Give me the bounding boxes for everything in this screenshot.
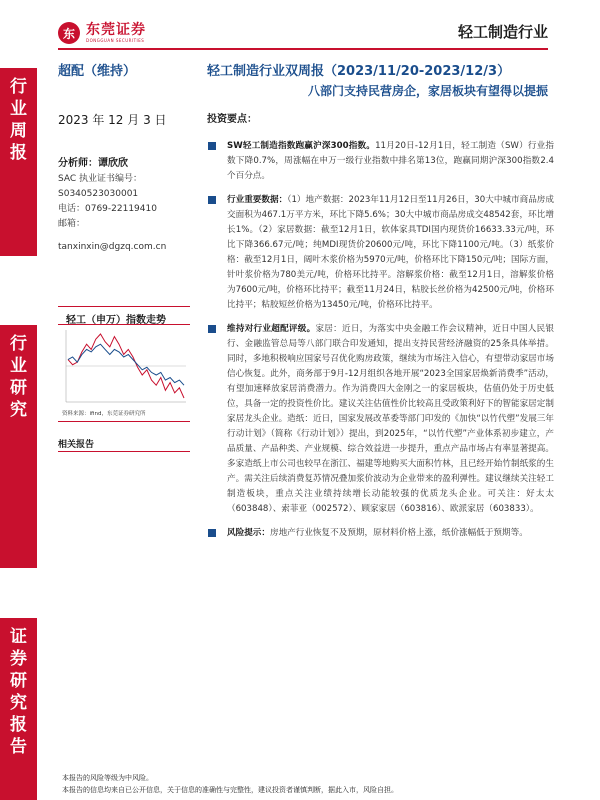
bullet-body: 11月20日-12月1日，轻工制造（SW）行业指数下降0.7%，周涨幅在申万一级行业指数中排名第13位，跑赢同期沪深300指数2.4个百分点。 xyxy=(227,141,555,181)
bullet-index-performance xyxy=(207,139,554,184)
index-trend-chart xyxy=(62,326,188,406)
header-industry: 轻工制造行业 xyxy=(457,23,548,41)
bullet-marker-icon xyxy=(208,196,216,204)
bullet-marker-icon xyxy=(208,325,216,333)
logo-name-cn: 东莞证券 xyxy=(86,22,146,38)
logo-text xyxy=(86,22,146,44)
bullet-lead: SW轻工制造指数跑赢沪深300指数。 xyxy=(227,141,376,151)
bullet-marker-icon xyxy=(208,529,216,537)
info-source-note: 本报告的信息均来自已公开信息，关于信息的准确性与完整性，建议投资者谨慎判断，据此入市，风险自担。 xyxy=(62,786,398,794)
chart-top-rule xyxy=(58,306,190,307)
email-link[interactable]: tanxinxin@dgzq.com.cn xyxy=(58,242,167,252)
phone: 电话：0769-22119410 xyxy=(58,204,157,214)
sidebar-tab-securities-report: 证券研究报告 xyxy=(0,618,37,800)
bullet-industry-data xyxy=(207,193,554,313)
bullet-marker-icon xyxy=(208,142,216,150)
bullet-body: 家居：近日，为落实中央金融工作会议精神，近日中国人民银行、金融监管总局等八部门联合印发通知，提出支持民营经济融资的25条具体举措。同时，多地积极响应国家号召优化购房政策，继续为市场注入信心，有望带动家居市场信心恢复。此外，商务部于9月-12月组织各地开展“2023全国家居焕新消费季”活动，有望加速释放家居消费潜力。作为消费四大金刚之一的家居板块，估值仍处于历史低位，具备一定的投资性价比。建议关注估值性价比较高且受政策利好下的智能家居定制家居龙头企业。造纸：近日，国家发展改革委等部门印发的《加快“以竹代塑”发展三年行动计划》（简称《行动计划》）提出，到2025年，“以竹代塑”产业体系初步建立，产品质量、产品种类、产业规模、综合效益进一步提升，重点产品市场占有率显著提高。多家造纸上市公司也较早在浙江、福建等地购买大面积竹林，且已经开始竹制纸浆的生产。需关注后续消费复苏情况叠加浆价波动为企业带来的盈利弹性。建议继续关注轻工制造板块，重点关注业绩持续增长动能较强的优质龙头企业。可关注：好太太（603848）、索菲亚（002572）、顾家家居（603816）、欧派家居（603833）。 xyxy=(227,324,554,514)
email-label: 邮箱： xyxy=(58,219,86,229)
chart-series-line-2 xyxy=(68,344,184,385)
bullet-lead: 风险提示： xyxy=(227,528,270,538)
header-divider xyxy=(58,48,548,50)
bullet-risk xyxy=(207,526,554,541)
related-reports-rule xyxy=(58,451,190,452)
sidebar-tab-weekly: 行业周报 xyxy=(0,68,37,256)
report-subtitle: 八部门支持民营房企，家居板块有望得以提振 xyxy=(307,84,548,98)
chart-source: 资料来源：ifind，东莞证券研究所 xyxy=(62,411,146,417)
related-reports-label: 相关报告 xyxy=(58,440,95,450)
rating: 超配（维持） xyxy=(58,64,137,79)
left-column xyxy=(58,105,198,255)
sac-number: S0340523030001 xyxy=(58,189,139,199)
bullet-rating xyxy=(207,322,554,517)
bullet-lead: 维持对行业超配评级。 xyxy=(227,324,316,334)
disclaimer xyxy=(62,772,398,796)
bullet-body: 房地产行业恢复不及预期，原材料价格上涨，纸价涨幅低于预期等。 xyxy=(269,528,528,538)
chart-title-rule xyxy=(58,324,190,325)
sidebar-tab-industry-research: 行业研究 xyxy=(0,325,37,568)
bullet-body: （1）地产数据：2023年11月12日至11月26日，30大中城市商品房成交面积为467.1万平方米，环比下降5.6%；30大中城市商品房成交48542套，环比增长1%。（2）家居数据：截至12月1日，软体家具TDI国内现货价16633.33元/吨，环比下降366.67元/吨；纯MDI现货价20600元/吨，环比下降1100元/吨。（3）纸浆价格：截至12月1日，阔叶木浆价格为5970元/吨，价格环比下降150元/吨；国际方面，针叶浆价格为780美元/吨，价格环比持平。溶解浆价格：截至12月1日，溶解浆价格为7600元/吨，价格环比持平；截至11月24日，粘胶长丝价格为42500元/吨，价格环比持平；粘胶短丝价格为13450元/吨，价格环比持平。 xyxy=(227,195,554,310)
report-date: 2023 年 12 月 3 日 xyxy=(58,113,167,127)
bullet-lead: 行业重要数据： xyxy=(227,195,288,205)
chart-title: 轻工（申万）指数走势 xyxy=(66,315,166,326)
chart-bottom-rule xyxy=(58,421,190,422)
risk-level-note: 本报告的风险等级为中风险。 xyxy=(62,774,153,782)
key-points-heading: 投资要点： xyxy=(207,114,257,125)
main-content xyxy=(207,110,554,550)
sac-label: SAC 执业证书编号： xyxy=(58,174,143,184)
logo-mark: 东 xyxy=(58,22,80,44)
report-title: 轻工制造行业双周报（2023/11/20-2023/12/3） xyxy=(207,64,511,79)
analyst-name: 分析师：谭欣欣 xyxy=(58,158,128,169)
logo-name-en: DONGGUAN SECURITIES xyxy=(86,38,145,43)
company-logo xyxy=(58,22,146,44)
